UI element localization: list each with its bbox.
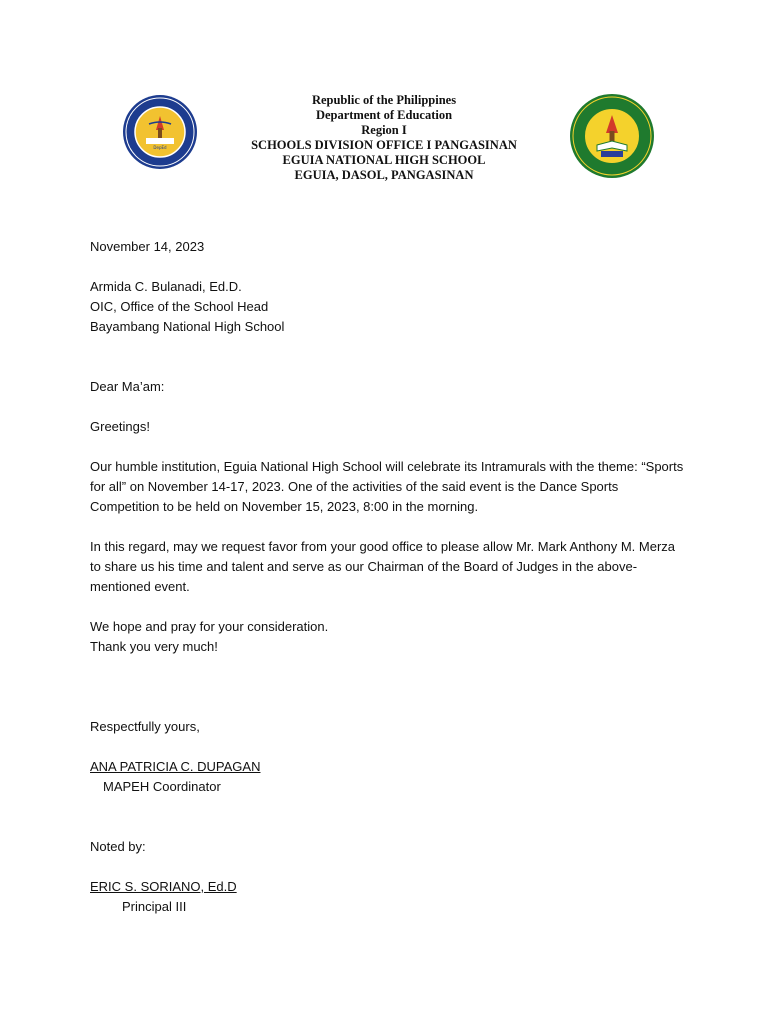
recipient-position: OIC, Office of the School Head [90, 299, 269, 314]
signatory-block [90, 757, 690, 797]
school-seal-icon [569, 93, 655, 179]
recipient-block [90, 277, 690, 337]
division-office-seal-icon [122, 94, 198, 170]
paragraph-line: for all” on November 14-17, 2023. One of the activities of the said event is the Dance Sports [90, 479, 619, 494]
svg-text:DepEd: DepEd [153, 145, 167, 150]
signatory-title: Principal III [122, 899, 187, 914]
letterhead-line: Department of Education [315, 108, 453, 122]
closing: Respectfully yours, [90, 719, 200, 734]
paragraph-closing [90, 617, 690, 657]
letterhead-line: Republic of the Philippines [311, 93, 457, 107]
letterhead-line: Region I [361, 123, 407, 137]
school-seal [569, 93, 655, 179]
paragraph-line: mentioned event. [90, 579, 190, 594]
greeting: Greetings! [90, 419, 150, 434]
signatory-name: ANA PATRICIA C. DUPAGAN [90, 759, 261, 774]
letterhead-line: EGUIA, DASOL, PANGASINAN [294, 168, 474, 182]
division-office-seal [122, 94, 198, 170]
paragraph-line: In this regard, may we request favor from your good office to please allow Mr. Mark Anthony M. Merza [90, 539, 676, 554]
salutation: Dear Ma’am: [90, 379, 165, 394]
paragraph-intro [90, 457, 690, 517]
signatory-name: ERIC S. SORIANO, Ed.D [90, 879, 237, 894]
signatory-title: MAPEH Coordinator [103, 779, 221, 794]
letter-date: November 14, 2023 [90, 239, 205, 254]
letterhead-line: EGUIA NATIONAL HIGH SCHOOL [282, 153, 486, 167]
letterhead [200, 93, 568, 183]
paragraph-line: Our humble institution, Eguia National High School will celebrate its Intramurals with the theme: “Sports [90, 459, 684, 474]
noting-signatory-block [90, 877, 690, 917]
recipient-school: Bayambang National High School [90, 319, 285, 334]
paragraph-request [90, 537, 690, 597]
paragraph-line: Thank you very much! [90, 639, 218, 654]
paragraph-line: Competition to be held on November 15, 2023, 8:00 in the morning. [90, 499, 479, 514]
noted-by-label: Noted by: [90, 839, 146, 854]
paragraph-line: We hope and pray for your consideration. [90, 619, 329, 634]
recipient-name: Armida C. Bulanadi, Ed.D. [90, 279, 242, 294]
paragraph-line: to share us his time and talent and serve as our Chairman of the Board of Judges in the above- [90, 559, 638, 574]
letterhead-line: SCHOOLS DIVISION OFFICE I PANGASINAN [251, 138, 517, 152]
